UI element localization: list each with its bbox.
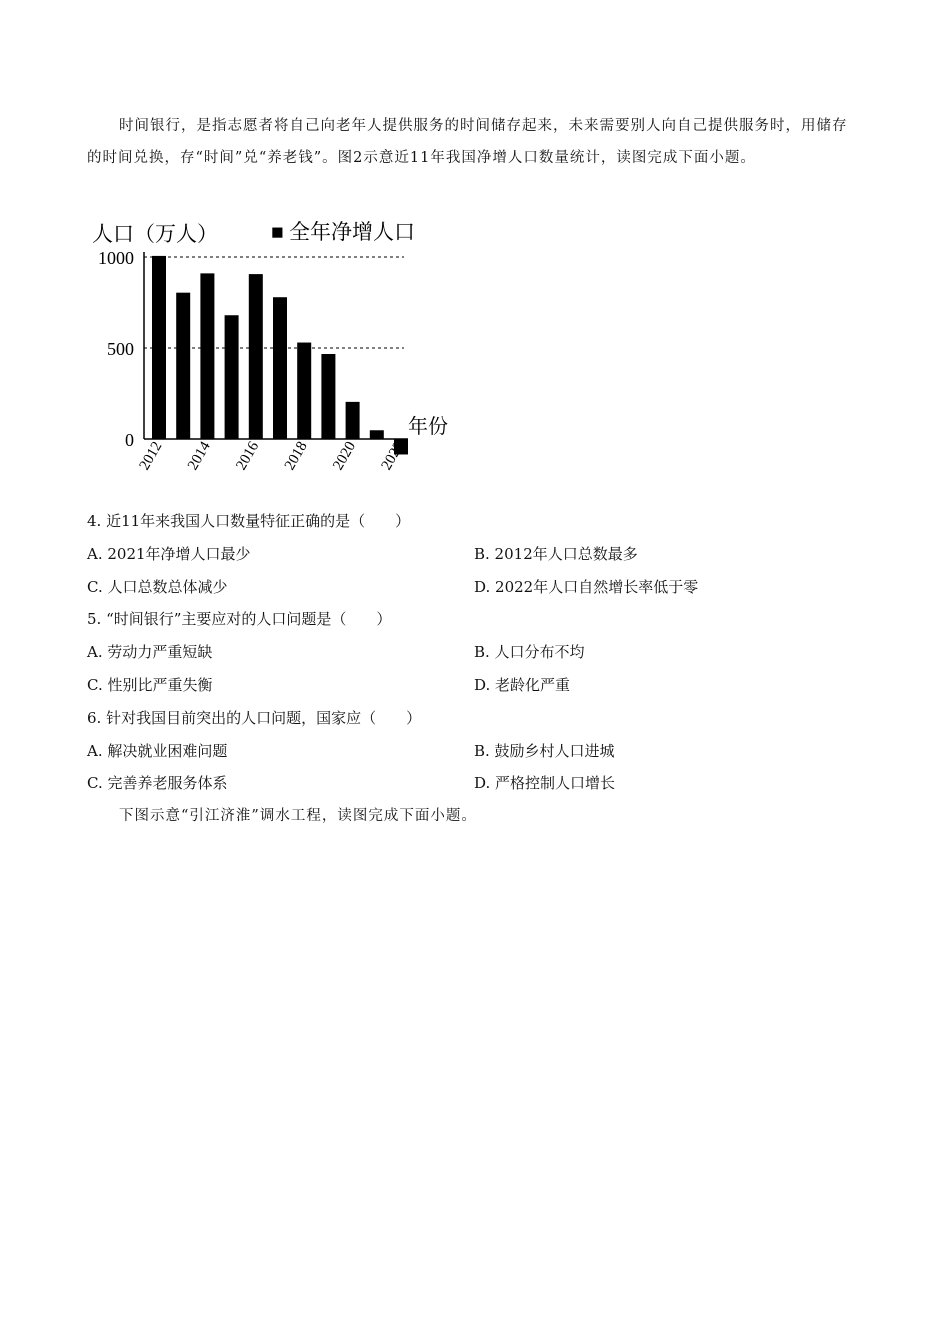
y-tick-label: 0	[125, 430, 134, 450]
outro-paragraph	[87, 800, 852, 832]
x-tick-label: 2018	[281, 439, 311, 473]
answer-option[interactable]: C. 性别比严重失衡	[87, 676, 213, 694]
y-tick-label: 500	[107, 339, 134, 359]
x-tick-label: 2020	[330, 439, 360, 473]
bar-2018	[297, 343, 311, 439]
bar-series	[152, 256, 408, 455]
bar-2016	[249, 274, 263, 439]
intro-text: 时间银行，是指志愿者将自己向老年人提供服务的时间储存起来，未来需要别人向自己提供服务时，用储存的时间兑换，存“时间”兑“养老钱”。图2示意近11年我国净增人口数量统计，读图完成下面小题。	[87, 118, 848, 166]
y-tick-label: 1000	[98, 248, 134, 268]
answer-option[interactable]: A. 解决就业困难问题	[87, 741, 228, 760]
outro-text: 下图示意“引江济淮”调水工程，读图完成下面小题。	[119, 808, 477, 824]
intro-paragraph	[87, 110, 852, 174]
y-tick-labels	[98, 248, 134, 450]
x-axis-label: 年份	[408, 416, 448, 438]
x-tick-labels	[137, 439, 408, 473]
bar-2012	[152, 256, 166, 439]
bar-2019	[321, 354, 335, 439]
question-stem: 6. 针对我国目前突出的人口问题，国家应（ ）	[87, 708, 422, 727]
answer-option[interactable]: A. 劳动力严重短缺	[87, 643, 213, 662]
x-tick-label: 2012	[136, 439, 166, 473]
answer-option[interactable]: A. 2021年净增人口最少	[87, 544, 251, 563]
bar-2021	[370, 430, 384, 439]
question-stem: 5. “时间银行”主要应对的人口问题是（ ）	[87, 610, 392, 629]
x-tick-label: 2016	[233, 439, 263, 473]
bar-2014	[200, 273, 214, 439]
bar-2013	[176, 293, 190, 439]
answer-option[interactable]: D. 2022年人口自然增长率低于零	[474, 577, 699, 596]
bar-2017	[273, 297, 287, 439]
x-tick-label: 2022	[378, 439, 408, 473]
answer-option[interactable]: B. 2012年人口总数最多	[474, 544, 638, 563]
answer-option[interactable]: D. 老龄化严重	[474, 676, 571, 694]
answer-option[interactable]: C. 人口总数总体减少	[87, 577, 228, 596]
answer-option[interactable]: B. 鼓励乡村人口进城	[474, 741, 615, 760]
x-tick-label: 2014	[185, 439, 214, 473]
y-axis-label: 人口（万人）	[92, 222, 218, 246]
question-stem: 4. 近11年来我国人口数量特征正确的是（ ）	[87, 512, 411, 530]
answer-option[interactable]: C. 完善养老服务体系	[87, 774, 228, 793]
net-population-increase-chart	[88, 212, 468, 497]
legend-label: 全年净增人口	[289, 220, 415, 244]
legend-marker: ■	[271, 220, 284, 244]
bar-2020	[346, 402, 360, 439]
bar-2015	[225, 315, 239, 439]
answer-option[interactable]: B. 人口分布不均	[474, 643, 585, 662]
answer-option[interactable]: D. 严格控制人口增长	[474, 774, 616, 793]
